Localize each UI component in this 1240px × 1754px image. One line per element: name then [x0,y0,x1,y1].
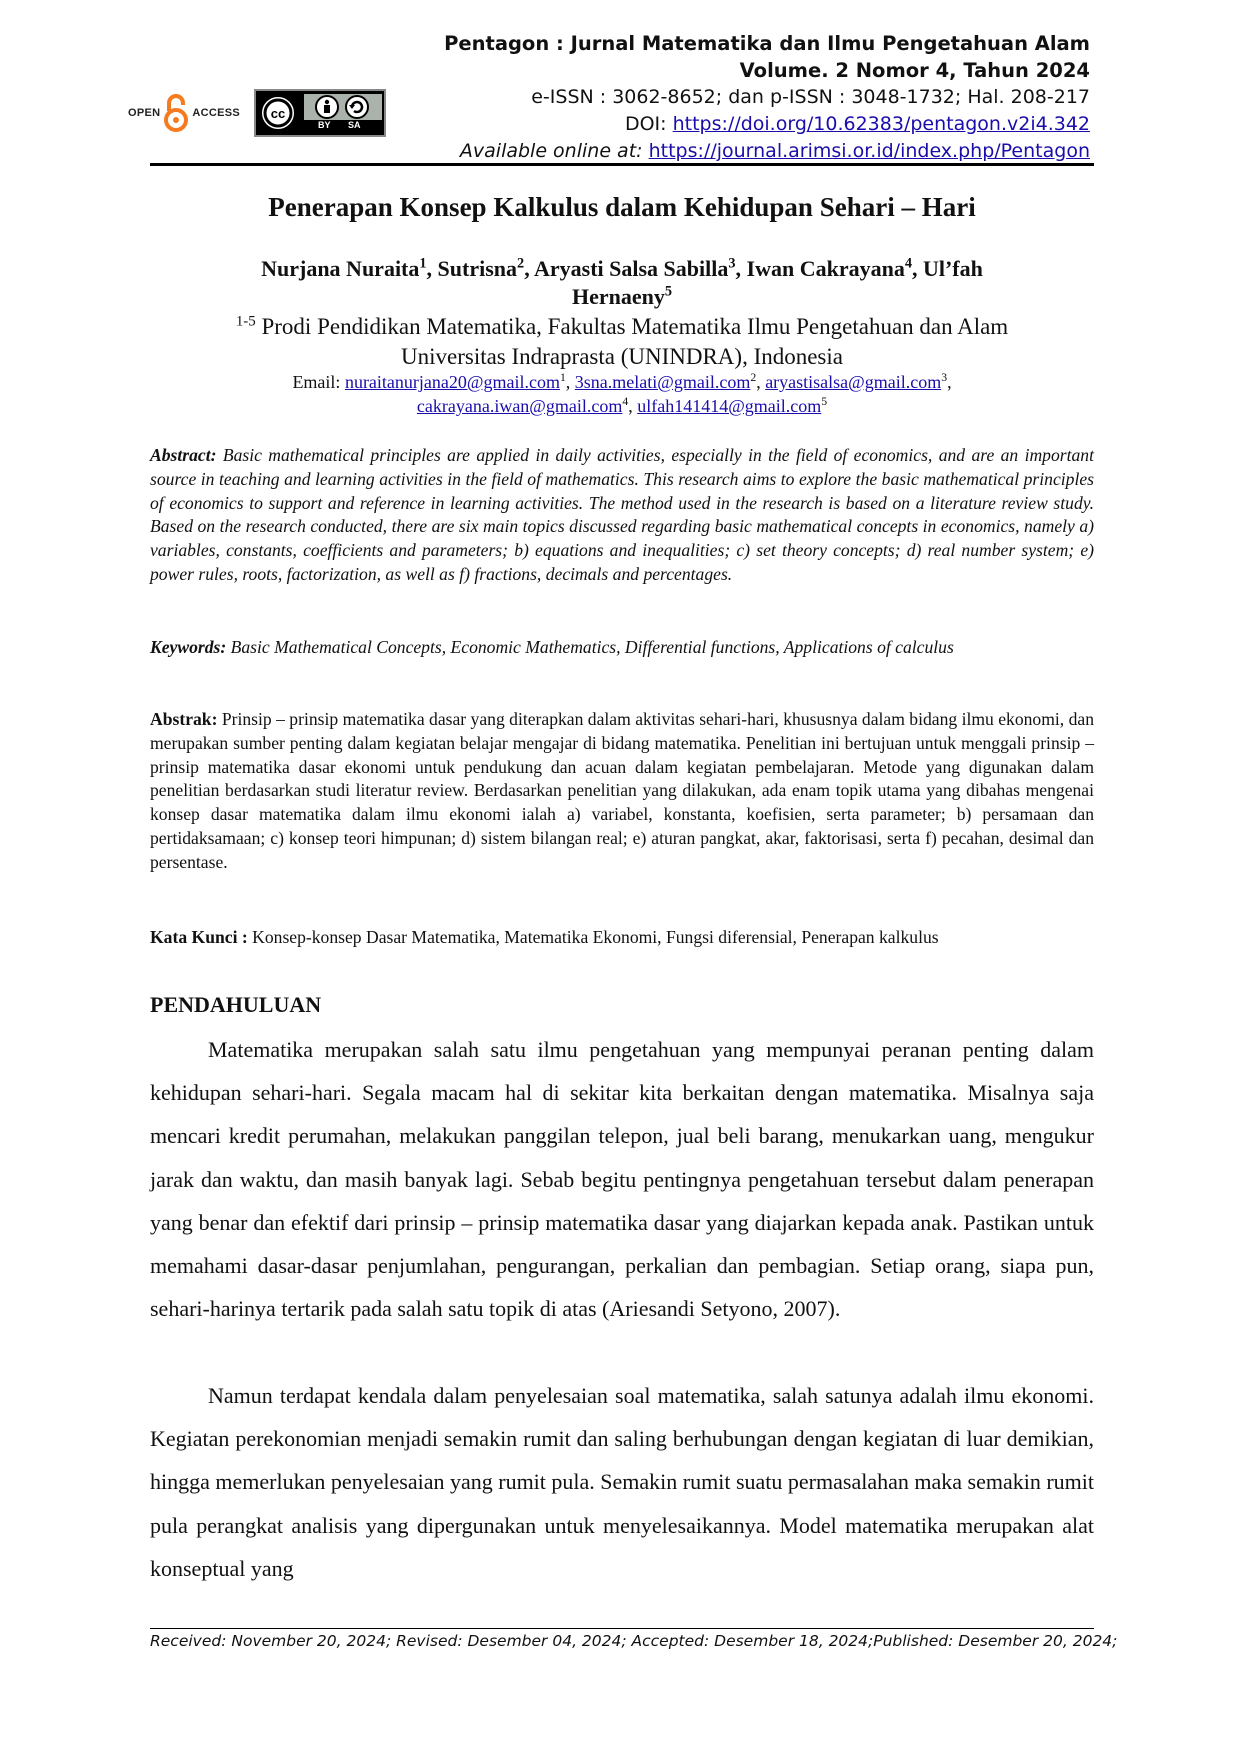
abstract-english [150,444,1094,587]
journal-title: Pentagon : Jurnal Matematika dan Ilmu Pengetahuan Alam [444,32,1090,55]
email-label: Email: [292,372,345,392]
kata-kunci-text: Konsep-konsep Dasar Matematika, Matematika Ekonomi, Fungsi diferensial, Penerapan kalkulus [247,927,939,947]
journal-url-link[interactable]: https://journal.arimsi.or.id/index.php/Pentagon [648,140,1090,162]
email-link[interactable]: ulfah141414@gmail.com [637,396,822,416]
doi-label: DOI: [624,113,667,135]
author-name: Sutrisna [437,256,518,281]
author-sup: 4 [904,255,912,272]
open-access-left-text: OPEN [128,107,161,119]
body-paragraph-1: Matematika merupakan salah satu ilmu pengetahuan yang mempunyai peranan penting dalam kehidupan sehari-hari. Segala macam hal di sekitar kita berkaitan dengan matematika. Misalnya saja mencari kredit perumahan, melakukan panggilan telepon, jual beli barang, menukarkan uang, mengukur jarak dan waktu, dan masih banyak lagi. Sebab begitu pentingnya pengetahuan tersebut dalam penerapan yang benar dan efektif dari prinsip – prinsip matematika dasar yang diajarkan kepada anak. Pastikan untuk memahami dasar-dasar penjumlahan, pengurangan, perkalian dan pembagian. Setiap orang, siapa pun, sehari-harinya tertarik pada salah satu topik di atas (Ariesandi Setyono, 2007). [150,1037,1094,1322]
creative-commons-icon [261,96,295,130]
email-sup: 1 [559,371,566,384]
doi-link[interactable]: https://doi.org/10.62383/pentagon.v2i4.342 [672,113,1090,135]
footer-divider [150,1628,1094,1629]
keywords-indonesian [150,926,1094,950]
journal-info [330,30,1090,165]
svg-text:cc: cc [270,106,286,121]
abstrak-text: Prinsip – prinsip matematika dasar yang diterapkan dalam aktivitas sehari-hari, khususnya dalam bidang ilmu ekonomi, dan merupakan sumber penting dalam kegiatan belajar mengajar di bidang matematika. Penelitian ini bertujuan untuk menggali prinsip – prinsip matematika dasar ekonomi untuk pendukung dan acuan dalam kegiatan pembelajaran. Metode yang digunakan dalam penelitian berdasarkan studi literatur review. Berdasarkan penelitian yang dilakukan, ada enam topik utama yang dibahas mengenai konsep dasar matematika dalam ilmu ekonomi ialah a) variabel, konstanta, koefisien, serta parameter; b) persamaan dan pertidaksamaan; c) konsep teori himpunan; d) sistem bilangan real; e) aturan pangkat, akar, faktorisasi, serta f) pecahan, desimal dan persentase. [150,709,1094,872]
author-list: Nurjana Nuraita$^1$, Sutrisna$^2$, Aryasti Salsa Sabilla$^3$, Iwan Cakrayana$^4$, Ul’fah Hernaeny$^5$ [261,255,983,309]
author-name: Iwan Cakrayana [746,256,905,281]
keywords-english [150,636,1094,660]
license-sa-label: SA [348,120,361,130]
journal-volume: Volume. 2 Nomor 4, Tahun 2024 [739,59,1090,82]
publication-dates: Received: November 20, 2024; Revised: Desember 04, 2024; Accepted: Desember 18, 2024;Published: Desember 20, 2024; [150,1632,1118,1650]
open-access-logo [128,93,240,133]
abstrak-label: Abstrak: [150,709,218,729]
abstract-indonesian [150,708,1094,875]
article-title: Penerapan Konsep Kalkulus dalam Kehidupan Sehari – Hari [268,192,976,222]
email-sup: 5 [821,395,828,408]
journal-issn: e-ISSN : 3062-8652; dan p-ISSN : 3048-1732; Hal. 208-217 [531,86,1090,108]
author-sup: 2 [517,255,525,272]
header-divider [150,163,1094,166]
affiliation [150,312,1094,372]
email-sup: 4 [622,395,629,408]
available-online-line [330,138,1090,165]
email-link[interactable]: 3sna.melati@gmail.com [574,372,751,392]
keywords-label: Keywords: [150,637,227,657]
section-heading: PENDAHULUAN [150,992,322,1017]
kata-kunci-label: Kata Kunci : [150,927,248,947]
email-sup: 2 [750,371,757,384]
email-link[interactable]: nuraitanurjana20@gmail.com [344,372,560,392]
author-sup: 5 [664,283,673,300]
affiliation-line-2: Universitas Indraprasta (UNINDRA), Indonesia [401,344,843,369]
email-sup: 3 [941,371,948,384]
author-sup: 3 [728,255,736,272]
author-name: Ul’fah [922,256,983,281]
keywords-text: Basic Mathematical Concepts, Economic Mathematics, Differential functions, Applications of calculus [226,637,954,657]
email-link[interactable]: aryastisalsa@gmail.com [765,372,942,392]
open-lock-icon [163,93,189,133]
author-name: Nurjana Nuraita [261,256,420,281]
open-access-right-text: ACCESS [192,107,241,119]
author-name: Hernaeny [571,284,665,309]
license-by-label: BY [318,120,331,130]
abstract-label: Abstract: [150,445,217,465]
affiliation-sup: 1-5 [235,313,256,330]
email-list: Email: nuraitanurjana20@gmail.com$^1$, 3sna.melati@gmail.com$^2$, aryastisalsa@gmail.com$^3$, cakrayana.iwan@gmail.com$^4$, ulfah141414@gmail.com$^5$ [292,371,952,416]
affiliation-line-1: Prodi Pendidikan Matematika, Fakultas Matematika Ilmu Pengetahuan dan Alam [255,314,1009,339]
body-paragraph-2: Namun terdapat kendala dalam penyelesaian soal matematika, salah satunya adalah ilmu ekonomi. Kegiatan perekonomian menjadi semakin rumit dan saling berhubungan dengan kegiatan di luar demikian, hingga memerlukan penyelesaian yang rumit pula. Semakin rumit suatu permasalahan maka semakin rumit pula perangkat analisis yang dipergunakan untuk menyelesaikannya. Model matematika merupakan alat konseptual yang [150,1383,1094,1581]
abstract-text: Basic mathematical principles are applied in daily activities, especially in the field of economics, and are an important source in teaching and learning activities in the field of mathematics. This research aims to explore the basic mathematical principles of economics to support and reference in learning activities. The method used in the research is based on a literature review study. Based on the research conducted, there are six main topics discussed regarding basic mathematical concepts in economics, namely a) variables, constants, coefficients and parameters; b) equations and inequalities; c) set theory concepts; d) real number system; e) power rules, roots, factorization, as well as f) fractions, decimals and percentages. [150,445,1094,584]
available-label: Available online at: [459,140,643,162]
journal-doi-line [330,111,1090,138]
author-name: Aryasti Salsa Sabilla [533,256,729,281]
email-link[interactable]: cakrayana.iwan@gmail.com [416,396,623,416]
author-sup: 1 [419,255,427,272]
